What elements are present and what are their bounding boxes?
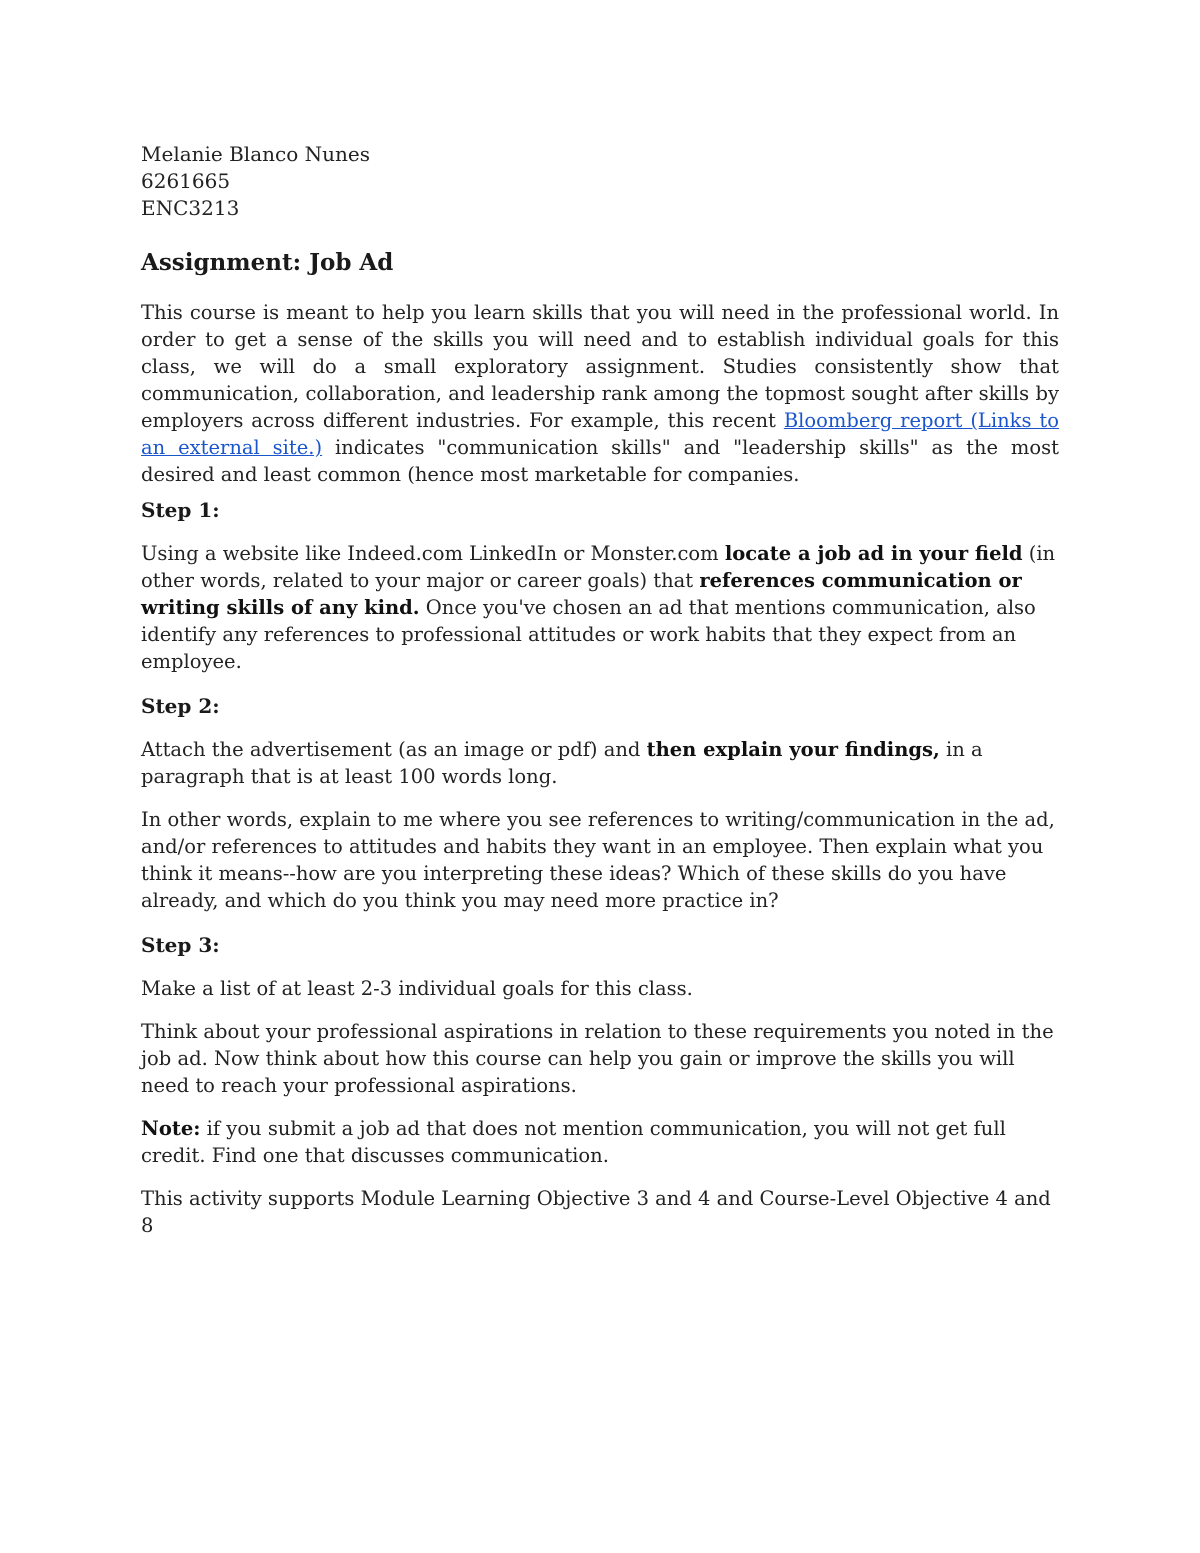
note-label: Note: [141, 1117, 201, 1140]
step3-paragraph-2: Think about your professional aspirations in relation to these requirements you noted in the job ad. Now think about how this course can help you gain or improve the skills you will need to reach your professional aspirations. [141, 1020, 1054, 1097]
intro-text-before: This course is meant to help you learn skills that you will need in the professional world. In order to get a sense of the skills you will need and to establish individual goals for this class, we will do a small exploratory assignment. Studies consistently show that communication, collaboration, and leadership rank among the topmost sought after skills by employers across different industries. For example, this recent [141, 301, 1059, 432]
note-paragraph [141, 1115, 1059, 1169]
step1-bold-2: references communication or writing skills of any kind. [141, 569, 1022, 619]
step1-text-2: (in other words, related to your major or career goals) that [141, 542, 1056, 592]
document-body [141, 141, 1059, 1239]
note-text: if you submit a job ad that does not mention communication, you will not get full credit. Find one that discusses communication. [141, 1117, 1006, 1167]
step2-paragraph-2: In other words, explain to me where you see references to writing/communication in the ad, and/or references to attitudes and habits they want in an employee. Then explain what you think it means--how are you interpreting these ideas? Which of these skills do you have already, and which do you think you may need more practice in? [141, 808, 1055, 912]
step2-text-2: in a paragraph that is at least 100 words long. [141, 738, 983, 788]
step1-text-3: Once you've chosen an ad that mentions communication, also identify any references to professional attitudes or work habits that they expect from an employee. [141, 596, 1036, 673]
intro-text-after: indicates "communication skills" and "leadership skills" as the most desired and least common (hence most marketable for companies. [141, 436, 1059, 486]
student-id: 6261665 [141, 169, 231, 193]
student-name: Melanie Blanco Nunes [141, 142, 370, 166]
step3-paragraph-1: Make a list of at least 2-3 individual goals for this class. [141, 977, 693, 1000]
course-code: ENC3213 [141, 196, 240, 220]
step1-bold-1: locate a job ad in your field [724, 542, 1023, 565]
step1-heading: Step 1: [141, 498, 220, 522]
intro-paragraph [141, 299, 1059, 488]
step2-paragraph-1 [141, 736, 1059, 790]
page-title: Assignment: Job Ad [141, 249, 394, 276]
step3-heading: Step 3: [141, 933, 220, 957]
step2-bold-1: then explain your findings, [646, 738, 940, 761]
bloomberg-report-link[interactable]: Bloomberg report (Links to an external site.) [141, 409, 1060, 459]
step1-text-1: Using a website like Indeed.com LinkedIn or Monster.com [141, 542, 725, 565]
step2-heading: Step 2: [141, 694, 220, 718]
objectives-footer: This activity supports Module Learning Objective 3 and 4 and Course-Level Objective 4 and 8 [141, 1187, 1051, 1237]
step2-text-1: Attach the advertisement (as an image or pdf) and [141, 738, 647, 761]
step1-paragraph [141, 540, 1059, 675]
